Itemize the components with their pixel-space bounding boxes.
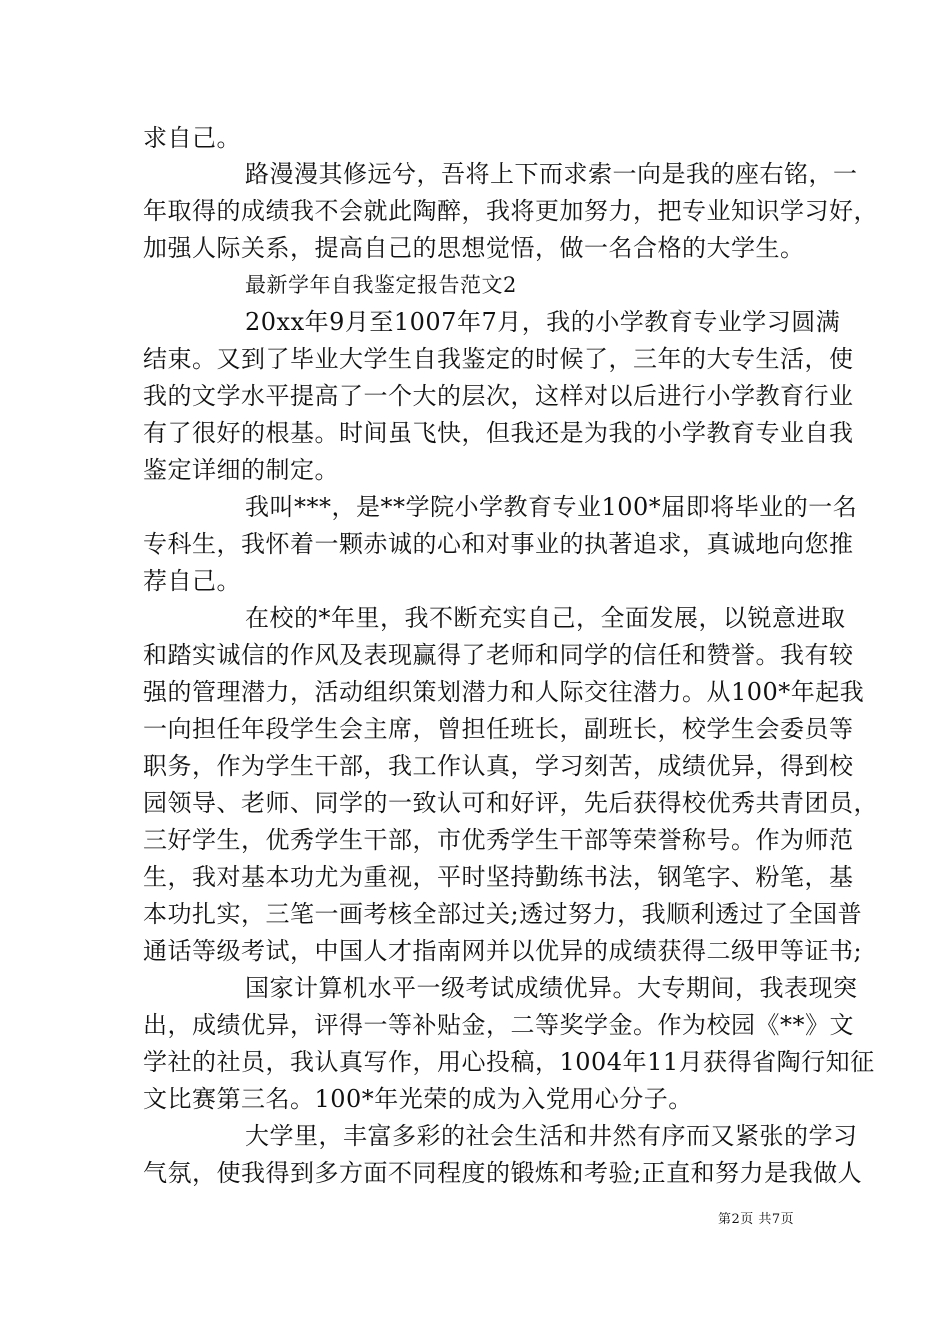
text-line: 国家计算机水平一级考试成绩优异。大专期间，我表现突: [245, 974, 858, 1002]
text-line: 路漫漫其修远兮，吾将上下而求索一向是我的座右铭，一: [245, 160, 858, 188]
text-line: 鉴定详细的制定。: [143, 456, 339, 484]
text-line: 在校的*年里，我不断充实自己，全面发展，以锐意进取: [245, 604, 846, 632]
text-line: 专科生，我怀着一颗赤诚的心和对事业的执著追求，真诚地向您推: [143, 530, 854, 558]
text-line: 本功扎实，三笔一画考核全部过关;透过努力，我顺利透过了全国普: [143, 900, 863, 928]
text-line: 求自己。: [143, 124, 241, 152]
text-line: 一向担任年段学生会主席，曾担任班长，副班长，校学生会委员等: [143, 715, 854, 743]
text-line: 年取得的成绩我不会就此陶醉，我将更加努力，把专业知识学习好，: [143, 197, 878, 225]
text-line: 生，我对基本功尤为重视，平时坚持勤练书法，钢笔字、粉笔，基: [143, 863, 854, 891]
text-line: 20xx年9月至1007年7月，我的小学教育专业学习圆满: [245, 308, 841, 336]
text-line: 学社的社员，我认真写作，用心投稿，1004年11月获得省陶行知征: [143, 1048, 875, 1076]
text-line: 通话等级考试，中国人才指南网并以优异的成绩获得二级甲等证书;: [143, 937, 863, 965]
text-line: 结束。又到了毕业大学生自我鉴定的时候了，三年的大专生活，使: [143, 345, 854, 373]
text-line: 我的文学水平提高了一个大的层次，这样对以后进行小学教育行业: [143, 382, 854, 410]
text-line: 和踏实诚信的作风及表现赢得了老师和同学的信任和赞誉。我有较: [143, 641, 854, 669]
text-line: 我叫***，是**学院小学教育专业100*届即将毕业的一名: [245, 493, 858, 521]
text-line: 大学里，丰富多彩的社会生活和井然有序而又紧张的学习: [245, 1122, 858, 1150]
text-line: 加强人际关系，提高自己的思想觉悟，做一名合格的大学生。: [143, 234, 805, 262]
text-line: 出，成绩优异，评得一等补贴金，二等奖学金。作为校园《**》文: [143, 1011, 854, 1039]
text-line: 职务，作为学生干部，我工作认真，学习刻苦，成绩优异，得到校: [143, 752, 854, 780]
text-line: 园领导、老师、同学的一致认可和好评，先后获得校优秀共青团员，: [143, 789, 878, 817]
text-line: 气氛，使我得到多方面不同程度的锻炼和考验;正直和努力是我做人: [143, 1159, 863, 1187]
section-title: 最新学年自我鉴定报告范文2: [245, 273, 517, 297]
text-line: 三好学生，优秀学生干部，市优秀学生干部等荣誉称号。作为师范: [143, 826, 854, 854]
text-line: 荐自己。: [143, 567, 241, 595]
text-line: 文比赛第三名。100*年光荣的成为入党用心分子。: [143, 1085, 693, 1113]
text-line: 强的管理潜力，活动组织策划潜力和人际交往潜力。从100*年起我: [143, 678, 865, 706]
text-line: 有了很好的根基。时间虽飞快，但我还是为我的小学教育专业自我: [143, 419, 854, 447]
page-number: 第2页 共7页: [718, 1212, 795, 1227]
